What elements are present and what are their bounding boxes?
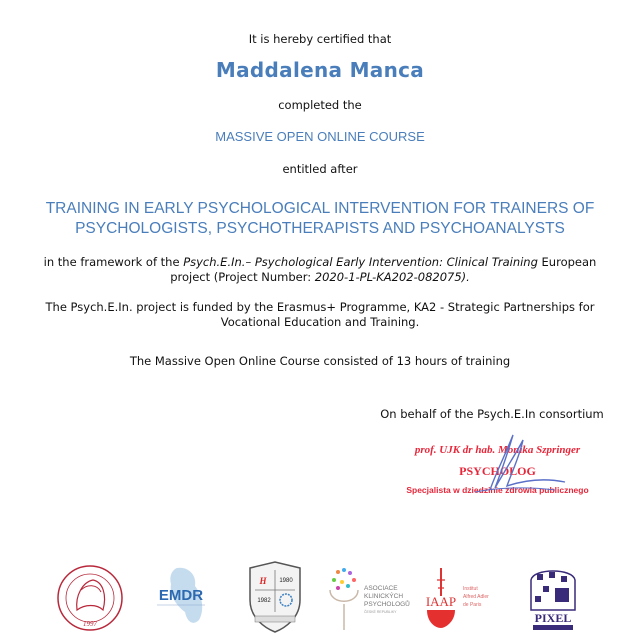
svg-text:PIXEL: PIXEL (534, 611, 572, 625)
project-name: Psych.E.In.– Psychological Early Intervention: Clinical Training (183, 255, 538, 269)
stamp-title: PSYCHOLOG (459, 464, 536, 478)
course-type: MASSIVE OPEN ONLINE COURSE (215, 129, 425, 144)
svg-text:1982: 1982 (257, 598, 271, 604)
funding-line1: The Psych.E.In. project is funded by the Erasmus+ Programme, KA2 - Strategic Partnerships for (45, 300, 595, 314)
svg-text:H: H (259, 576, 267, 586)
project-number: 2020-1-PL-KA202-082075). (314, 270, 470, 284)
presov-university-logo-icon (55, 560, 125, 635)
funding-line2: Vocational Education and Training. (220, 315, 420, 329)
entitled-text: entitled after (282, 162, 358, 176)
handwritten-signature-icon (395, 430, 600, 505)
pixel-logo-icon (523, 560, 583, 635)
svg-text:PSYCHOLOGŮ: PSYCHOLOGŮ (364, 601, 410, 608)
svg-text:IAAP: IAAP (425, 594, 457, 609)
signature-stamp (395, 430, 600, 505)
akp-logo-icon (320, 560, 415, 635)
iaap-logo-icon (425, 560, 505, 635)
framework-prefix: in the framework of the (43, 255, 184, 269)
stamp-specialty: Specjalista w dziedzinie zdrowia publicznego (406, 485, 589, 495)
svg-text:1997: 1997 (83, 620, 97, 628)
svg-text:Alfred Adler: Alfred Adler (463, 594, 489, 600)
emdr-logo-icon (147, 560, 217, 635)
svg-text:Institut: Institut (463, 586, 478, 592)
certification-intro: It is hereby certified that (248, 32, 392, 46)
svg-text:ASOCIACE: ASOCIACE (364, 585, 398, 592)
svg-text:1980: 1980 (279, 578, 293, 584)
svg-text:EMDR: EMDR (158, 587, 204, 604)
stamp-name: prof. UJK dr hab. Monika Szpringer (414, 444, 581, 456)
svg-text:KLINICKÝCH: KLINICKÝCH (364, 593, 404, 600)
framework-paragraph: in the framework of the Psych.E.In.– Psychological Early Intervention: Clinical Training European project (Project Number: 2020-1-PL-KA202-082075). (43, 255, 597, 284)
hours-statement: The Massive Open Online Course consisted of 13 hours of training (129, 354, 511, 368)
on-behalf-text: On behalf of the Psych.E.In consortium (380, 407, 604, 421)
completed-text: completed the (278, 98, 362, 112)
recipient-name: Maddalena Manca (215, 58, 425, 82)
partner-logos (55, 560, 595, 635)
svg-text:de Paris: de Paris (463, 602, 482, 608)
shield-logo-icon (245, 560, 305, 635)
course-title-line1: TRAINING IN EARLY PSYCHOLOGICAL INTERVENTION FOR TRAINERS OF (45, 200, 595, 217)
svg-text:ČESKÉ REPUBLIKY: ČESKÉ REPUBLIKY (364, 610, 397, 614)
course-title (0, 199, 640, 239)
funding-paragraph (0, 300, 640, 330)
course-title-line2: PSYCHOLOGISTS, PSYCHOTHERAPISTS AND PSYCHOANALYSTS (75, 220, 565, 237)
